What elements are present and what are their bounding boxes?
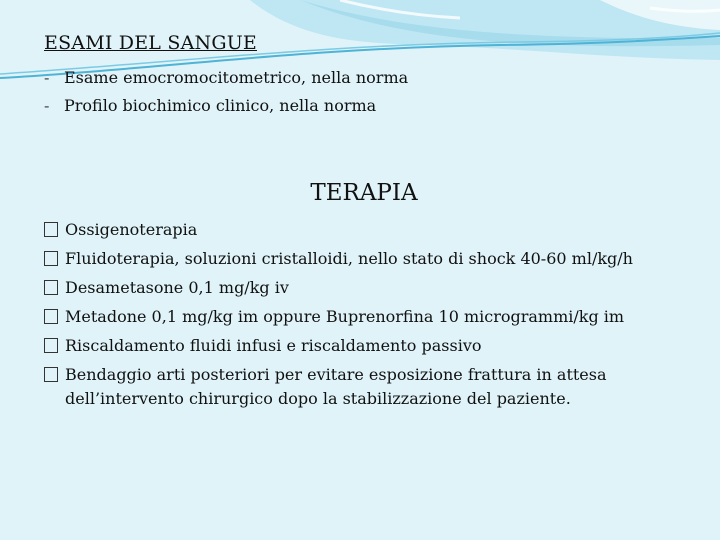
therapy-item-text: Metadone 0,1 mg/kg im oppure Buprenorfina 10 microgrammi/kg im: [65, 307, 625, 326]
therapy-list: [44, 215, 694, 411]
therapy-item-text: Fluidoterapia, soluzioni cristalloidi, nello stato di shock 40-60 ml/kg/h: [65, 249, 633, 268]
box-glyph-icon: [44, 251, 58, 266]
exams-list: [44, 64, 408, 120]
box-glyph-icon: [44, 367, 58, 382]
list-item: [44, 331, 694, 360]
list-item: [44, 244, 694, 273]
list-item: [44, 92, 408, 120]
therapy-item-text: Bendaggio arti posteriori per evitare esposizione frattura in attesa dell’intervento chirurgico dopo la stabilizzazione del paziente.: [65, 365, 607, 408]
therapy-item-text: Ossigenoterapia: [65, 220, 198, 239]
therapy-item-text: Desametasone 0,1 mg/kg iv: [65, 278, 289, 297]
dash-bullet: -: [44, 96, 50, 115]
list-item: [44, 273, 694, 302]
box-glyph-icon: [44, 309, 58, 324]
exam-item-text: Profilo biochimico clinico, nella norma: [64, 96, 377, 115]
list-item: [44, 215, 694, 244]
dash-bullet: -: [44, 68, 50, 87]
therapy-title: TERAPIA: [310, 180, 418, 206]
list-item: [44, 64, 408, 92]
box-glyph-icon: [44, 338, 58, 353]
exam-item-text: Esame emocromocitometrico, nella norma: [64, 68, 409, 87]
list-item: [44, 302, 694, 331]
box-glyph-icon: [44, 280, 58, 295]
exams-title: ESAMI DEL SANGUE: [44, 32, 257, 54]
therapy-item-text: Riscaldamento fluidi infusi e riscaldamento passivo: [65, 336, 482, 355]
box-glyph-icon: [44, 222, 58, 237]
list-item: [44, 360, 694, 411]
